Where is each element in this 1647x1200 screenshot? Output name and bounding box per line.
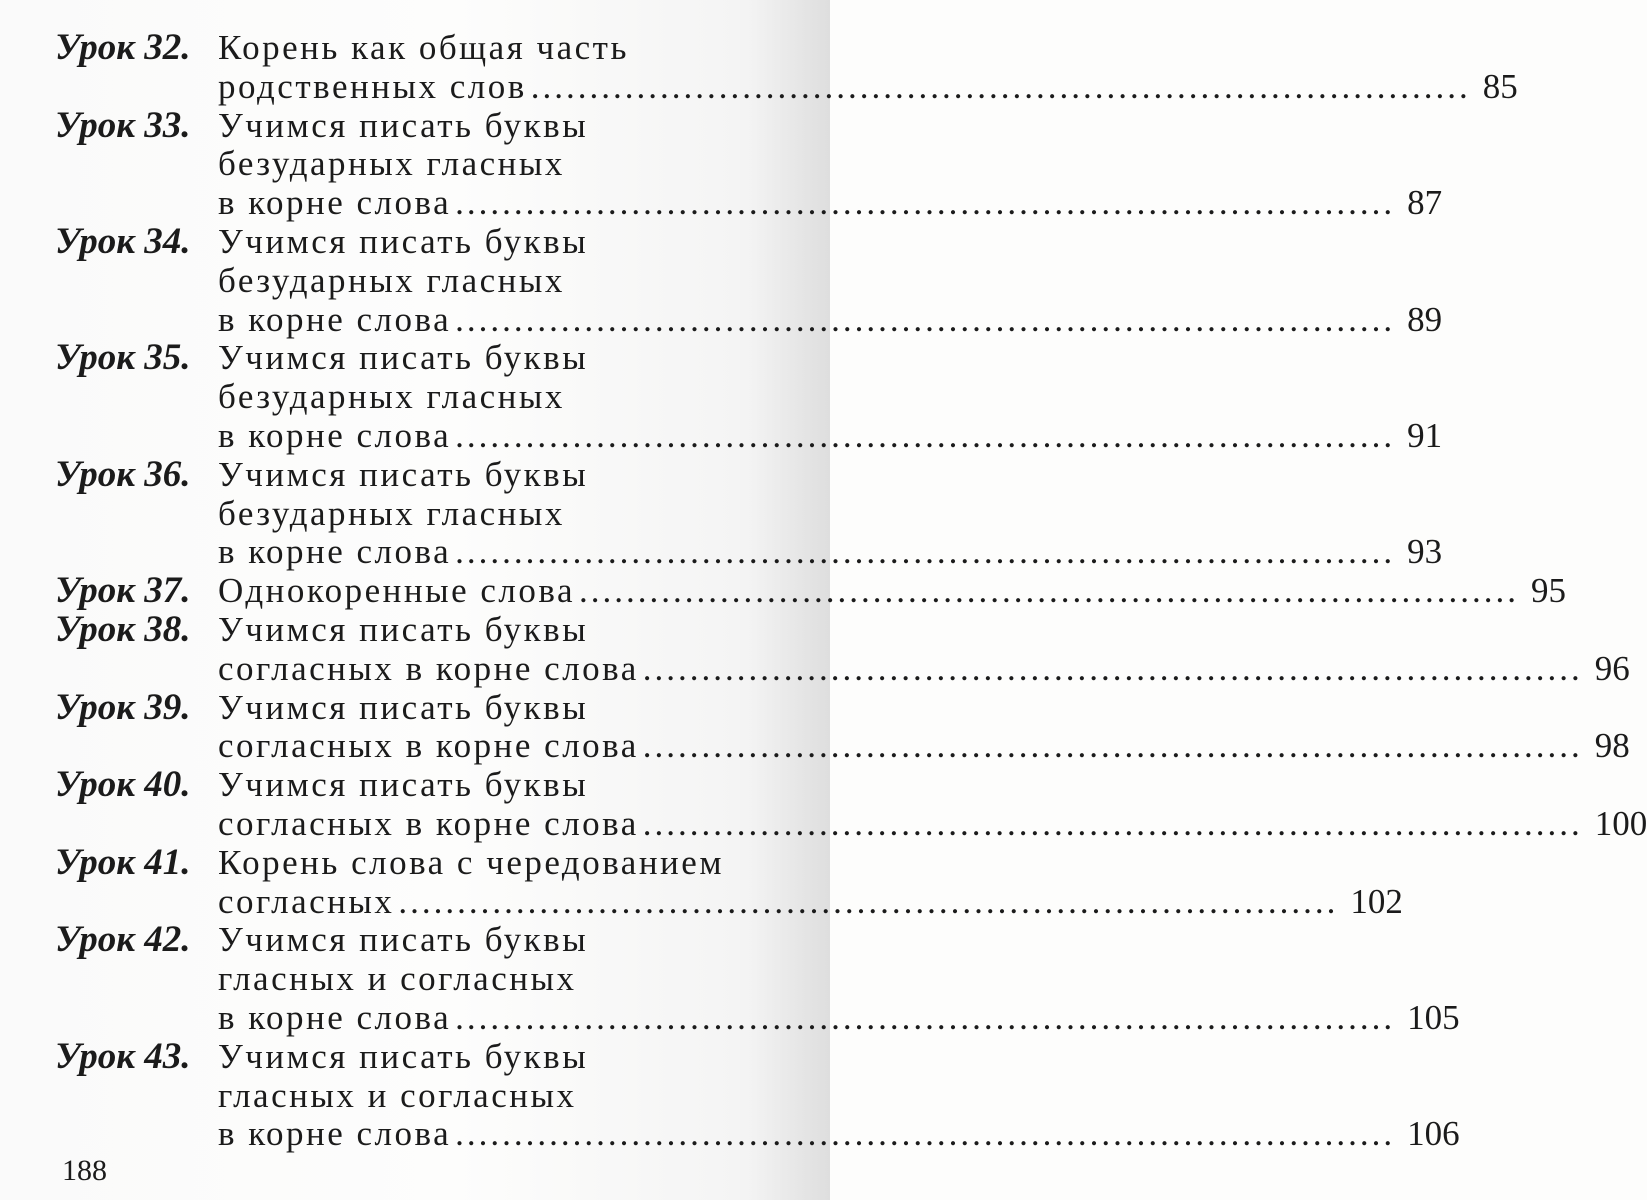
lesson-page-number: 87 — [1407, 183, 1443, 223]
lesson-label: Урок 41. — [55, 841, 191, 883]
dot-leader: ................................................................................ — [398, 881, 1339, 921]
lesson-title-last-line — [218, 997, 1460, 1038]
lesson-title-text: согласных — [218, 881, 395, 921]
lesson-title-last-line — [218, 1114, 1460, 1154]
page-number: 188 — [62, 1154, 107, 1187]
lesson-title-text: согласных в корне слова — [218, 726, 639, 766]
lesson-page-number: 105 — [1407, 997, 1460, 1037]
dot-leader: ................................................................................ — [530, 66, 1471, 106]
dot-leader: ................................................................................ — [642, 648, 1583, 688]
lesson-title-line: Корень как общая часть — [218, 28, 629, 67]
lesson-title-last-line — [218, 571, 1566, 611]
lesson-title-last-line — [218, 532, 1443, 572]
lesson-title-last-line — [218, 648, 1630, 689]
lesson-title-line: Учимся писать буквы — [218, 687, 589, 727]
lesson-title-text: в корне слова — [218, 1114, 452, 1154]
dot-leader: ................................................................................ — [455, 415, 1396, 455]
lesson-title-line: Учимся писать буквы — [218, 765, 589, 805]
dot-leader: ................................................................................ — [455, 1114, 1396, 1154]
lesson-label: Урок 39. — [55, 686, 191, 728]
lesson-title-text: в корне слова — [218, 183, 452, 223]
lesson-title-line: гласных и согласных — [218, 959, 577, 999]
lesson-label: Урок 33. — [55, 104, 191, 146]
dot-leader: ................................................................................ — [455, 183, 1396, 223]
lesson-title-line: Учимся писать буквы — [218, 222, 589, 261]
lesson-title-line: Учимся писать буквы — [218, 454, 589, 494]
lesson-title-line: Учимся писать буквы — [218, 338, 589, 378]
lesson-page-number: 100 — [1594, 803, 1647, 843]
dot-leader: ................................................................................ — [455, 532, 1396, 572]
dot-leader: ................................................................................ — [455, 997, 1396, 1037]
lesson-label: Урок 43. — [55, 1035, 191, 1077]
lesson-title-line: Учимся писать буквы — [218, 105, 589, 145]
lesson-page-number: 91 — [1407, 415, 1443, 455]
lesson-title-last-line — [218, 66, 1518, 107]
lesson-title-last-line — [218, 881, 1403, 922]
lesson-title-text: в корне слова — [218, 997, 452, 1037]
lesson-title-last-line — [218, 183, 1443, 223]
lesson-page-number: 89 — [1407, 299, 1443, 339]
lesson-title-line: Учимся писать буквы — [218, 1036, 589, 1076]
lesson-label: Урок 36. — [55, 453, 191, 495]
lesson-title-last-line — [218, 726, 1630, 766]
dot-leader: ................................................................................ — [455, 299, 1396, 339]
dot-leader: ................................................................................ — [578, 571, 1519, 611]
lesson-title-line: гласных и согласных — [218, 1075, 577, 1115]
lesson-title-text: родственных слов — [218, 66, 527, 106]
lesson-title-line: безударных гласных — [218, 144, 565, 184]
lesson-title-text: в корне слова — [218, 415, 452, 455]
lesson-label: Урок 34. — [55, 221, 191, 262]
lesson-title-line: Корень слова с чередованием — [218, 842, 724, 882]
lesson-label: Урок 38. — [55, 609, 191, 650]
lesson-page-number: 85 — [1482, 66, 1518, 106]
dot-leader: ................................................................................ — [642, 803, 1583, 843]
lesson-title-line: безударных гласных — [218, 493, 565, 533]
lesson-title-last-line — [218, 299, 1443, 340]
lesson-label: Урок 40. — [55, 764, 191, 806]
lesson-title-last-line — [218, 803, 1647, 844]
lesson-title-text: согласных в корне слова — [218, 803, 639, 843]
lesson-page-number: 96 — [1594, 648, 1630, 688]
lesson-title-line: безударных гласных — [218, 260, 565, 300]
lesson-label: Урок 42. — [55, 919, 191, 961]
lesson-label: Урок 37. — [55, 570, 191, 612]
lesson-title-line: Учимся писать буквы — [218, 610, 589, 649]
lesson-title-text: согласных в корне слова — [218, 648, 639, 688]
lesson-title-line: Учимся писать буквы — [218, 920, 589, 960]
dot-leader: ................................................................................ — [642, 726, 1583, 766]
lesson-title-last-line — [218, 415, 1443, 456]
lesson-page-number: 106 — [1407, 1114, 1460, 1154]
lesson-label: Урок 32. — [55, 27, 191, 68]
lesson-page-number: 102 — [1350, 881, 1403, 921]
lesson-title-text: Однокоренные слова — [218, 571, 575, 611]
lesson-page-number: 95 — [1530, 571, 1566, 611]
lesson-page-number: 98 — [1594, 726, 1630, 766]
lesson-title-text: в корне слова — [218, 299, 452, 339]
lesson-title-text: в корне слова — [218, 532, 452, 572]
lesson-page-number: 93 — [1407, 532, 1443, 572]
lesson-label: Урок 35. — [55, 337, 191, 379]
lesson-title-line: безударных гласных — [218, 377, 565, 417]
